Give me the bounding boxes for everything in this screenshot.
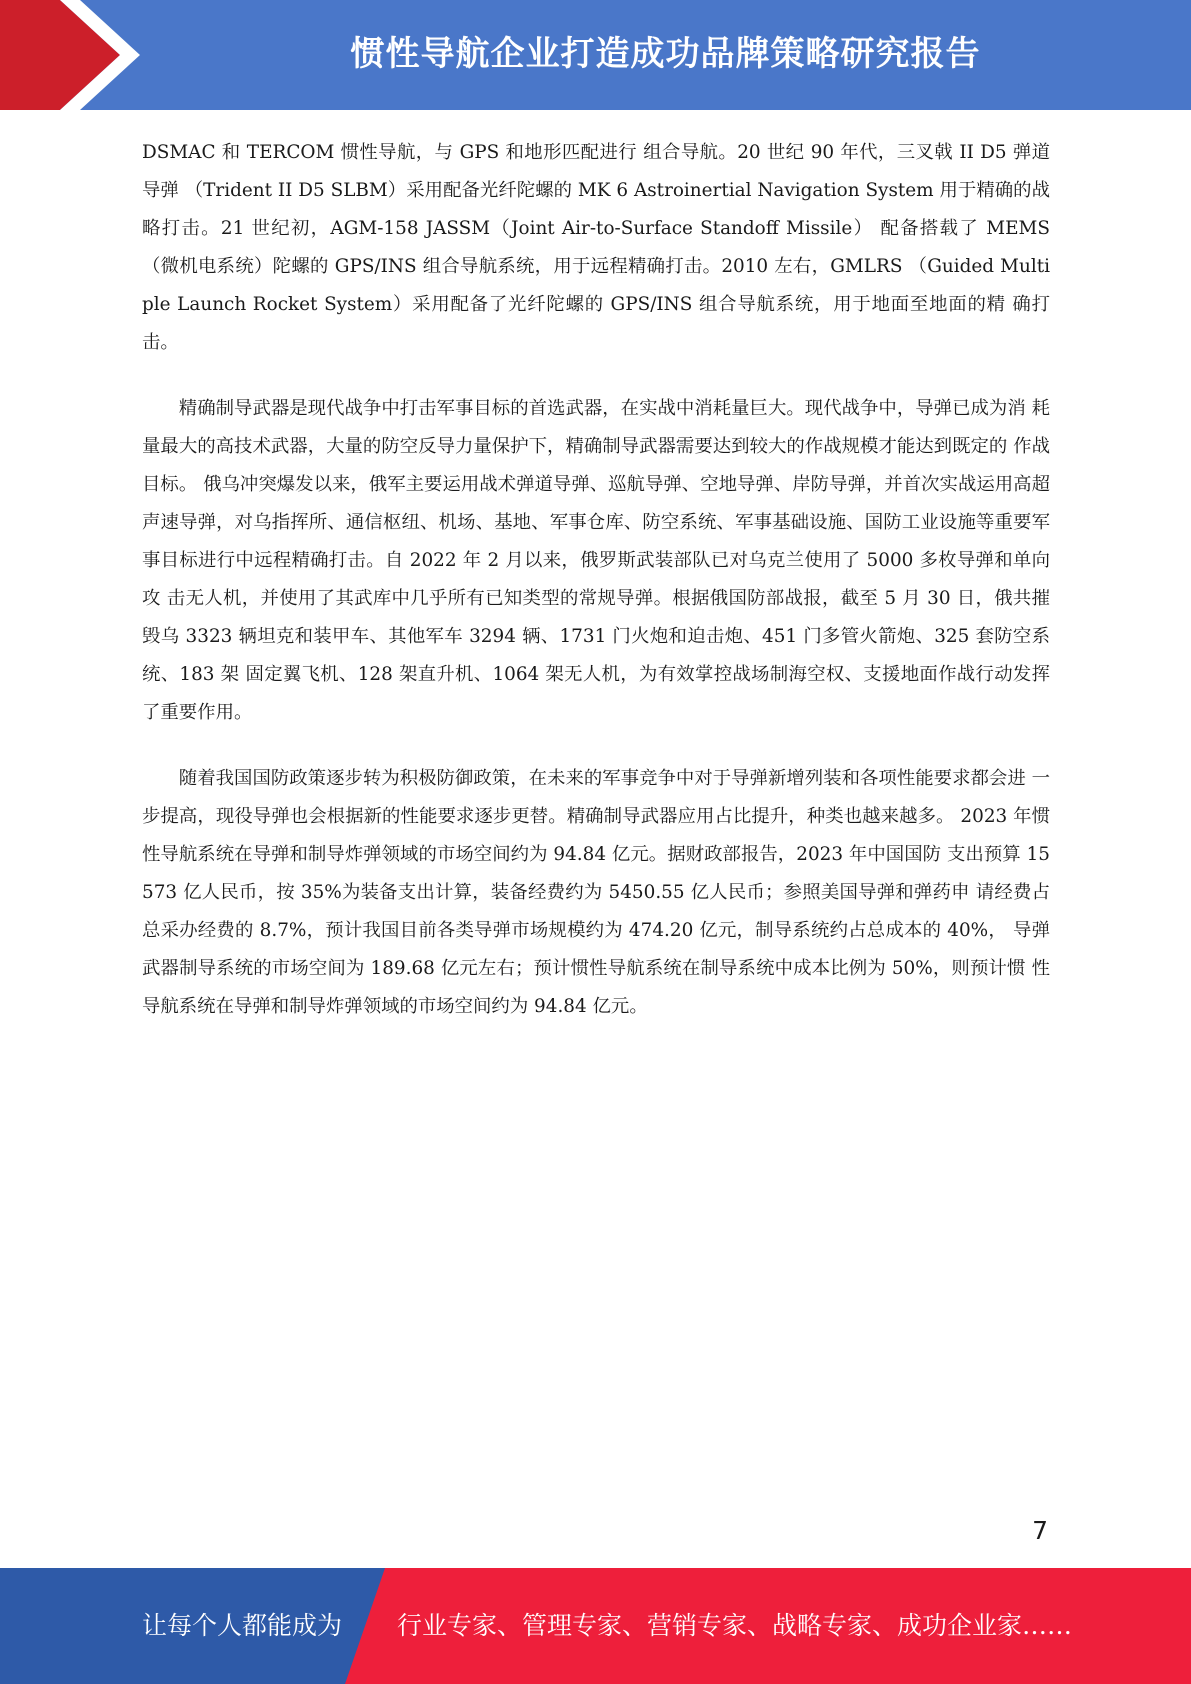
report-footer [0, 1568, 1191, 1684]
paragraph-market-estimate: 随着我国国防政策逐步转为积极防御政策，在未来的军事竞争中对于导弹新增列装和各项性能要求都会进 一步提高，现役导弹也会根据新的性能要求逐步更替。精确制导武器应用占比提升，种类也越来越多。 2023 年惯性导航系统在导弹和制导炸弹领域的市场空间约为 94.84 亿元。据财政部报告，2023 年中国国防 支出预算 15573 亿人民币，按 35%为装备支出计算，装备经费约为 5450.55 亿人民币；参照美国导弹和弹药申 请经费占总采办经费的 8.7%，预计我国目前各类导弹市场规模约为 474.20 亿元，制导系统约占总成本的 40%， 导弹武器制导系统的市场空间为 189.68 亿元左右；预计惯性导航系统在制导系统中成本比例为 50%，则预计惯 性导航系统在导弹和制导炸弹领域的市场空间约为 94.84 亿元。 [142, 768, 1050, 1017]
report-title: 惯性导航企业打造成功品牌策略研究报告 [350, 34, 981, 74]
paragraph-navigation-history: DSMAC 和 TERCOM 惯性导航，与 GPS 和地形匹配进行 组合导航。20 世纪 90 年代，三叉戟 II D5 弹道导弹 （Trident II D5 SLBM）采用配备光纤陀螺的 MK 6 Astroinertial Navigation System 用于精确的战略打击。21 世纪初，AGM-158 JASSM（Joint Air-to-Surface Standoff Missile） 配备搭载了 MEMS（微机电系统）陀螺的 GPS/INS 组合导航系统，用于远程精确打击。2010 左右，GMLRS （Guided Multiple Launch Rocket System）采用配备了光纤陀螺的 GPS/INS 组合导航系统，用于地面至地面的精 确打击。 [142, 142, 1050, 353]
paragraph-precision-weapons: 精确制导武器是现代战争中打击军事目标的首选武器，在实战中消耗量巨大。现代战争中，导弹已成为消 耗量最大的高技术武器，大量的防空反导力量保护下，精确制导武器需要达到较大的作战规模才能达到既定的 作战目标。 俄乌冲突爆发以来，俄军主要运用战术弹道导弹、巡航导弹、空地导弹、岸防导弹，并首次实战运用高超 声速导弹，对乌指挥所、通信枢纽、机场、基地、军事仓库、防空系统、军事基础设施、国防工业设施等重要军 事目标进行中远程精确打击。自 2022 年 2 月以来，俄罗斯武装部队已对乌克兰使用了 5000 多枚导弹和单向攻 击无人机，并使用了其武库中几乎所有已知类型的常规导弹。根据俄国防部战报，截至 5 月 30 日，俄共摧毁乌 3323 辆坦克和装甲车、其他军车 3294 辆、1731 门火炮和迫击炮、451 门多管火箭炮、325 套防空系统、183 架 固定翼飞机、128 架直升机、1064 架无人机，为有效掌控战场制海空权、支援地面作战行动发挥了重要作用。 [142, 398, 1050, 723]
chevron-red-shape [0, 0, 120, 110]
chevron-arrow-icon [0, 0, 150, 110]
page-number: 7 [1032, 1516, 1048, 1545]
footer-slogan-right: 行业专家、管理专家、营销专家、战略专家、成功企业家…… [397, 1611, 1073, 1640]
report-header [0, 0, 1191, 110]
document-body [142, 134, 1050, 1026]
footer-slogan-left: 让每个人都能成为 [142, 1611, 343, 1640]
